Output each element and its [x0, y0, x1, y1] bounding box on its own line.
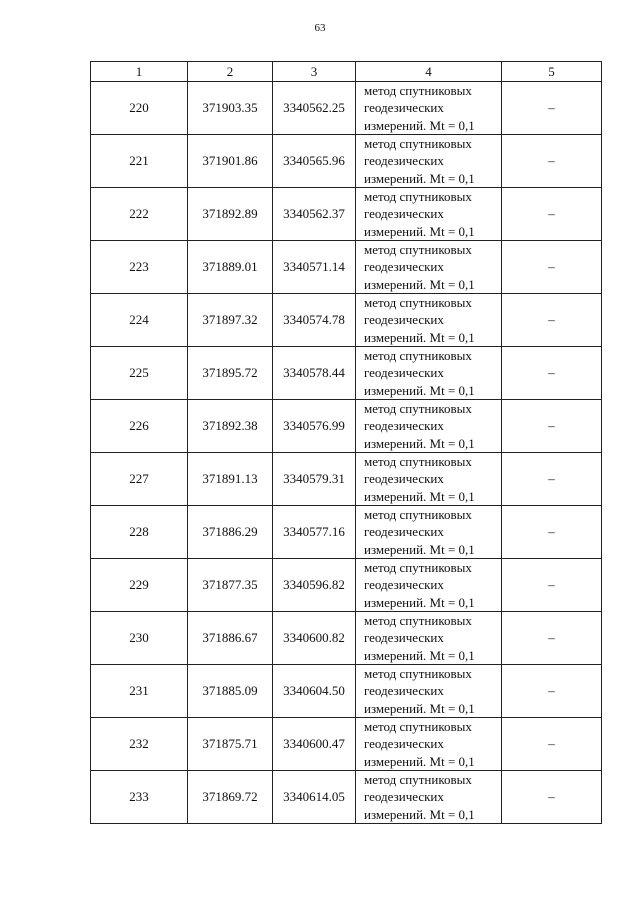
- note-cell: –: [502, 506, 602, 559]
- table-row: [91, 241, 602, 294]
- note-cell: –: [502, 612, 602, 665]
- table-row: [91, 188, 602, 241]
- table-row: [91, 347, 602, 400]
- header-cell-col-4: 4: [356, 62, 502, 82]
- table-row: [91, 718, 602, 771]
- note-cell: –: [502, 135, 602, 188]
- method-line: метод спутниковых: [364, 401, 472, 417]
- point-number-cell: 227: [91, 453, 188, 506]
- point-number-cell: 232: [91, 718, 188, 771]
- note-cell: –: [502, 559, 602, 612]
- method-line: геодезических: [364, 206, 444, 222]
- point-number-cell: 226: [91, 400, 188, 453]
- y-coordinate-cell: 3340600.82: [273, 612, 356, 665]
- method-line: метод спутниковых: [364, 136, 472, 152]
- table-row: [91, 612, 602, 665]
- method-line: метод спутниковых: [364, 560, 472, 576]
- y-coordinate-cell: 3340562.25: [273, 82, 356, 135]
- header-row: [91, 62, 602, 82]
- note-cell: –: [502, 347, 602, 400]
- method-cell: [356, 718, 502, 771]
- point-number-cell: 228: [91, 506, 188, 559]
- method-line: измерений. Mt = 0,1: [364, 329, 475, 345]
- method-line: измерений. Mt = 0,1: [364, 594, 475, 610]
- point-number-cell: 224: [91, 294, 188, 347]
- note-cell: –: [502, 453, 602, 506]
- method-cell: [356, 400, 502, 453]
- method-line: геодезических: [364, 683, 444, 699]
- method-line: геодезических: [364, 365, 444, 381]
- method-line: геодезических: [364, 418, 444, 434]
- method-cell: [356, 347, 502, 400]
- x-coordinate-cell: 371875.71: [188, 718, 273, 771]
- point-number-cell: 233: [91, 771, 188, 824]
- method-line: метод спутниковых: [364, 295, 472, 311]
- method-line: геодезических: [364, 153, 444, 169]
- method-line: геодезических: [364, 312, 444, 328]
- method-line: измерений. Mt = 0,1: [364, 382, 475, 398]
- method-line: геодезических: [364, 100, 444, 116]
- method-line: измерений. Mt = 0,1: [364, 435, 475, 451]
- method-cell: [356, 82, 502, 135]
- point-number-cell: 220: [91, 82, 188, 135]
- x-coordinate-cell: 371886.29: [188, 506, 273, 559]
- table-row: [91, 453, 602, 506]
- x-coordinate-cell: 371869.72: [188, 771, 273, 824]
- y-coordinate-cell: 3340562.37: [273, 188, 356, 241]
- y-coordinate-cell: 3340596.82: [273, 559, 356, 612]
- method-line: измерений. Mt = 0,1: [364, 223, 475, 239]
- header-cell-col-5: 5: [502, 62, 602, 82]
- table-header: [91, 62, 602, 82]
- method-line: геодезических: [364, 736, 444, 752]
- point-number-cell: 229: [91, 559, 188, 612]
- note-cell: –: [502, 82, 602, 135]
- method-line: геодезических: [364, 259, 444, 275]
- method-cell: [356, 612, 502, 665]
- method-line: измерений. Mt = 0,1: [364, 117, 475, 133]
- method-line: метод спутниковых: [364, 772, 472, 788]
- method-cell: [356, 665, 502, 718]
- coordinates-table: [90, 61, 602, 824]
- note-cell: –: [502, 241, 602, 294]
- method-line: метод спутниковых: [364, 507, 472, 523]
- note-cell: –: [502, 665, 602, 718]
- point-number-cell: 230: [91, 612, 188, 665]
- method-cell: [356, 188, 502, 241]
- point-number-cell: 231: [91, 665, 188, 718]
- header-cell-col-2: 2: [188, 62, 273, 82]
- y-coordinate-cell: 3340574.78: [273, 294, 356, 347]
- table-row: [91, 82, 602, 135]
- x-coordinate-cell: 371892.89: [188, 188, 273, 241]
- table-row: [91, 135, 602, 188]
- x-coordinate-cell: 371891.13: [188, 453, 273, 506]
- note-cell: –: [502, 188, 602, 241]
- x-coordinate-cell: 371903.35: [188, 82, 273, 135]
- method-line: геодезических: [364, 789, 444, 805]
- table-row: [91, 294, 602, 347]
- x-coordinate-cell: 371897.32: [188, 294, 273, 347]
- x-coordinate-cell: 371895.72: [188, 347, 273, 400]
- table-row: [91, 771, 602, 824]
- point-number-cell: 225: [91, 347, 188, 400]
- method-line: метод спутниковых: [364, 83, 472, 99]
- x-coordinate-cell: 371885.09: [188, 665, 273, 718]
- method-cell: [356, 559, 502, 612]
- method-line: метод спутниковых: [364, 242, 472, 258]
- header-cell-col-3: 3: [273, 62, 356, 82]
- y-coordinate-cell: 3340571.14: [273, 241, 356, 294]
- y-coordinate-cell: 3340577.16: [273, 506, 356, 559]
- y-coordinate-cell: 3340604.50: [273, 665, 356, 718]
- method-line: метод спутниковых: [364, 719, 472, 735]
- y-coordinate-cell: 3340576.99: [273, 400, 356, 453]
- point-number-cell: 221: [91, 135, 188, 188]
- method-line: метод спутниковых: [364, 189, 472, 205]
- method-line: измерений. Mt = 0,1: [364, 541, 475, 557]
- table-row: [91, 400, 602, 453]
- x-coordinate-cell: 371901.86: [188, 135, 273, 188]
- method-line: измерений. Mt = 0,1: [364, 700, 475, 716]
- method-cell: [356, 135, 502, 188]
- x-coordinate-cell: 371892.38: [188, 400, 273, 453]
- method-cell: [356, 506, 502, 559]
- y-coordinate-cell: 3340579.31: [273, 453, 356, 506]
- method-line: геодезических: [364, 577, 444, 593]
- note-cell: –: [502, 771, 602, 824]
- note-cell: –: [502, 400, 602, 453]
- y-coordinate-cell: 3340578.44: [273, 347, 356, 400]
- y-coordinate-cell: 3340600.47: [273, 718, 356, 771]
- note-cell: –: [502, 718, 602, 771]
- method-cell: [356, 771, 502, 824]
- method-line: метод спутниковых: [364, 348, 472, 364]
- method-line: измерений. Mt = 0,1: [364, 488, 475, 504]
- table-row: [91, 559, 602, 612]
- method-line: измерений. Mt = 0,1: [364, 276, 475, 292]
- y-coordinate-cell: 3340614.05: [273, 771, 356, 824]
- method-line: геодезических: [364, 471, 444, 487]
- method-line: метод спутниковых: [364, 613, 472, 629]
- method-line: геодезических: [364, 630, 444, 646]
- method-line: измерений. Mt = 0,1: [364, 806, 475, 822]
- method-line: метод спутниковых: [364, 666, 472, 682]
- method-line: геодезических: [364, 524, 444, 540]
- table-row: [91, 665, 602, 718]
- method-line: измерений. Mt = 0,1: [364, 170, 475, 186]
- x-coordinate-cell: 371877.35: [188, 559, 273, 612]
- table-body: [91, 82, 602, 824]
- header-cell-col-1: 1: [91, 62, 188, 82]
- point-number-cell: 223: [91, 241, 188, 294]
- method-cell: [356, 241, 502, 294]
- table-row: [91, 506, 602, 559]
- method-cell: [356, 294, 502, 347]
- method-line: измерений. Mt = 0,1: [364, 647, 475, 663]
- note-cell: –: [502, 294, 602, 347]
- y-coordinate-cell: 3340565.96: [273, 135, 356, 188]
- x-coordinate-cell: 371886.67: [188, 612, 273, 665]
- page-number: 63: [314, 22, 326, 34]
- method-line: метод спутниковых: [364, 454, 472, 470]
- x-coordinate-cell: 371889.01: [188, 241, 273, 294]
- method-cell: [356, 453, 502, 506]
- point-number-cell: 222: [91, 188, 188, 241]
- method-line: измерений. Mt = 0,1: [364, 753, 475, 769]
